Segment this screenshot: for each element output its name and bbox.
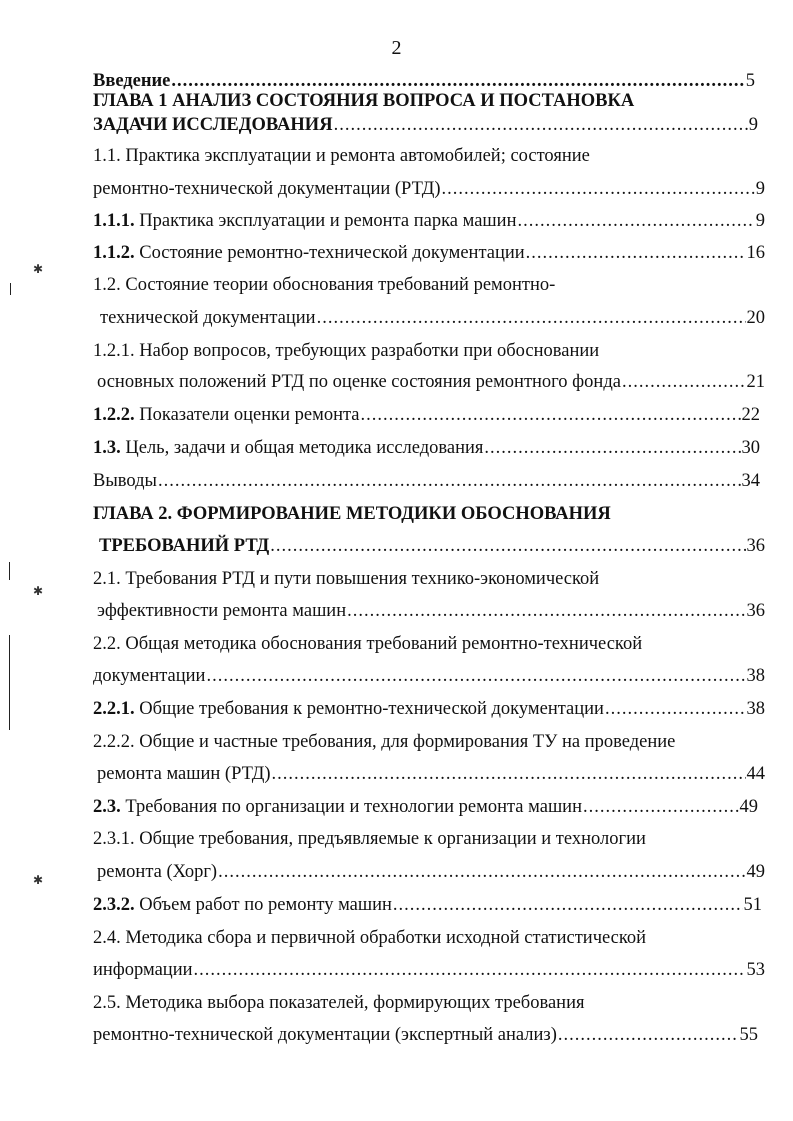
section-number: 2.5. [93,993,121,1013]
toc-entry-1-2-line1: 1.2. Состояние теории обоснования требований ремонтно- [93,275,556,295]
toc-entry-1-2-2: 1.2.2. Показатели оценки ремонта ..... 22 [93,406,760,425]
toc-entry-page: 22 [741,405,760,425]
page-number: 2 [391,37,402,59]
section-number: 1.1.2. [93,243,135,263]
toc-entry-title: ТРЕБОВАНИЙ РТД [99,536,270,556]
toc-entry-2-1-line1: 2.1. Требования РТД и пути повышения технико-экономической [93,569,600,589]
section-number: 2.2.1. [93,699,135,719]
binding-hole-mark: ✱ [33,262,44,276]
toc-entry-1-2 [100,309,765,328]
toc-entry-title: Введение [93,71,171,91]
toc-entry-2-2-1: 2.2.1. Общие требования к ремонтно-технической документации ..... 38 [93,700,765,719]
section-number: 1.2.2. [93,405,135,425]
toc-entry-2-2-2-line1: 2.2.2. Общие и частные требования, для формирования ТУ на проведение [93,732,676,752]
section-number: 2.2. [93,634,121,654]
scan-artifact [10,283,11,295]
scan-artifact [9,562,10,580]
section-number: 2.3. [93,797,121,817]
toc-entry-page: 49 [739,797,758,817]
toc-entry-page: 55 [739,1025,758,1045]
toc-entry-2-3-1 [97,863,765,882]
toc-entry-title: ремонтно-технической документации (экспертный анализ) [93,1025,557,1045]
toc-chapter-2-title: ГЛАВА 2. ФОРМИРОВАНИЕ МЕТОДИКИ ОБОСНОВАНИЯ [93,504,611,524]
section-number: 1.1. [93,146,121,166]
toc-entry-2-1 [97,602,765,621]
toc-entry-1-2-1-line1: 1.2.1. Набор вопросов, требующих разработки при обосновании [93,341,600,361]
section-number: 2.1. [93,569,121,589]
toc-entry-page: 53 [746,960,765,980]
toc-entry-1-2-1 [97,373,765,392]
toc-entry-page: 36 [746,601,765,621]
section-number: 1.2. [93,275,121,295]
toc-entry-2-4 [93,961,765,980]
toc-entry-title: ЗАДАЧИ ИССЛЕДОВАНИЯ [93,115,333,135]
toc-entry-1-3: 1.3. Цель, задачи и общая методика исследования ..... 30 [93,439,760,458]
toc-entry-page: 34 [741,471,760,491]
toc-entry-page: 44 [746,764,765,784]
section-number: 1.1.1. [93,211,135,231]
section-number: 1.3. [93,438,121,458]
toc-entry-page: 49 [746,862,765,882]
toc-entry-title: ремонта машин (РТД) [97,764,271,784]
toc-entry-page: 5 [745,71,755,91]
section-number: 2.3.1. [93,829,135,849]
toc-chapter-1-title: ГЛАВА 1 АНАЛИЗ СОСТОЯНИЯ ВОПРОСА И ПОСТАНОВКА [93,91,635,111]
toc-entry-2-5 [93,1026,758,1045]
toc-entry-2-2 [93,667,765,686]
toc-entry-1-1-line1: 1.1. Практика эксплуатации и ремонта автомобилей; состояние [93,146,590,166]
toc-entry-1-1-2: 1.1.2. Состояние ремонтно-технической документации ..... 16 [93,244,765,263]
section-number: 2.3.2. [93,895,135,915]
toc-entry-title: ремонта (Хорг) [97,862,218,882]
toc-entry-title: ремонтно-технической документации (РТД) [93,179,441,199]
toc-entry-2-4-line1: 2.4. Методика сбора и первичной обработки исходной статистической [93,928,647,948]
toc-entry-2-2-2 [97,765,765,784]
toc-entry-page: 20 [746,308,765,328]
section-number: 2.4. [93,928,121,948]
toc-entry-page: 9 [755,211,765,231]
toc-entry-title: основных положений РТД по оценке состояния ремонтного фонда [97,372,621,392]
toc-entry-chapter-1 [93,116,758,135]
toc-entry-2-2-line1: 2.2. Общая методика обоснования требований ремонтно-технической [93,634,643,654]
section-number: 1.2.1. [93,341,135,361]
section-number: 2.2.2. [93,732,135,752]
toc-entry-title: документации [93,666,206,686]
toc-entry-page: 51 [743,895,762,915]
toc-entry-title: эффективности ремонта машин [97,601,347,621]
toc-entry-introduction [93,72,755,91]
toc-entry-page: 16 [746,243,765,263]
toc-entry-page: 30 [741,438,760,458]
binding-hole-mark: ✱ [33,873,44,887]
toc-entry-title: Выводы [93,471,157,491]
toc-entry-2-5-line1: 2.5. Методика выбора показателей, формирующих требования [93,993,585,1013]
toc-entry-chapter-2 [99,537,765,556]
toc-entry-page: 9 [748,115,758,135]
scan-artifact [9,635,10,730]
toc-entry-page: 38 [746,699,765,719]
toc-entry-1-1-1: 1.1.1. Практика эксплуатации и ремонта парка машин ..... 9 [93,212,765,231]
toc-entry-2-3: 2.3. Требования по организации и технологии ремонта машин ..... 49 [93,798,758,817]
toc-entry-title: информации [93,960,193,980]
toc-entry-page: 36 [746,536,765,556]
toc-entry-2-3-2: 2.3.2. Объем работ по ремонту машин ..... 51 [93,896,762,915]
toc-entry-page: 21 [746,372,765,392]
toc-entry-page: 38 [746,666,765,686]
toc-entry-1-1 [93,180,765,199]
toc-entry-page: 9 [755,179,765,199]
toc-entry-conclusions [93,472,760,491]
binding-hole-mark: ✱ [33,584,44,598]
toc-entry-2-3-1-line1: 2.3.1. Общие требования, предъявляемые к организации и технологии [93,829,646,849]
toc-entry-title: технической документации [100,308,316,328]
